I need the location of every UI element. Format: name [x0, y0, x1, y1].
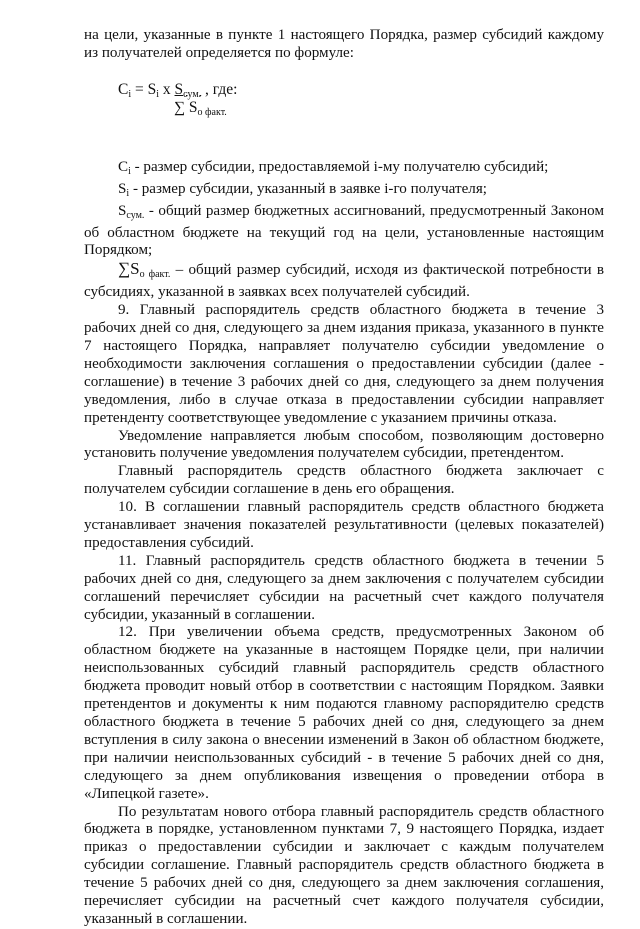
formula-fact-sub: о факт.: [197, 106, 227, 118]
formula-times: x: [159, 80, 175, 98]
paragraph-agreement: Главный распорядитель средств областного бюджета заключает с получателем субсидии соглашение в день его обращения.: [84, 463, 604, 498]
formula-ssum: $S_{сум.}$: [174, 80, 202, 100]
intro-paragraph: на цели, указанные в пункте 1 настоящего Порядка, размер субсидий каждому из получателей определяется по формуле:: [84, 27, 604, 61]
paragraph-11: 11. Главный распорядитель средств областного бюджета в течении 5 рабочих дней со дня, следующего за днем заключения с получателем субсидии соглашений перечисляет субсидии на расчетный счет каждого получателя субсидии, указанный в соглашении.: [84, 552, 604, 623]
paragraph-10: 10. В соглашении главный распорядитель средств областного бюджета устанавливает значения показателей результативности (целевых показателей) предоставления субсидий.: [84, 499, 604, 551]
paragraph-9: 9. Главный распорядитель средств областного бюджета в течение 3 рабочих дней со дня, следующего за днем издания приказа, указанного в пункте 7 настоящего Порядка, направляет получателю субсидии уведомление о необходимости заключения соглашения о предоставлении субсидии (далее - соглашение) в течение 3 рабочих дней со дня, следующего за днем получения уведомления, либо в случае отказа в предоставлении субсидии направляет претенденту соответствующее уведомление с указанием причины отказа.: [84, 302, 604, 426]
def-si: $S_i$ - размер субсидии, указанный в заявке i-го получателя;: [118, 180, 487, 199]
def-ci: $C_i$ - размер субсидии, предоставляемой i-му получателю субсидий;: [118, 158, 549, 177]
formula-c: C: [118, 80, 129, 98]
formula-si-sub: i: [156, 88, 160, 100]
paragraph-notification: Уведомление направляется любым способом, позволяющим достоверно установить получение уведомления получателем субсидии, претендентом.: [84, 427, 604, 462]
paragraph-12: 12. При увеличении объема средств, предусмотренных Законом об областном бюджете на указанные в настоящем Порядке цели, при наличии неиспользованных субсидий главный распорядитель средств областного бюджета проводит новый отбор в соответствии с настоящим Порядком. Заявки претендентов и документы к ним подаются главному распорядителю средств областного бюджета в течение 5 рабочих дней со дня, следующего за днем вступления в силу закона о внесении изменений в Закон об областном бюджете, при наличии неиспользованных субсидий - в течение 5 рабочих дней со дня, следующего за днем опубликования извещения о проведении отбора в «Липецкой газете».: [84, 624, 604, 802]
formula-c-sub: i: [128, 88, 132, 100]
formula-where: , где:: [201, 80, 238, 98]
paragraph-new-selection: По результатам нового отбора главный распорядитель средств областного бюджета в порядке, установленном пунктами 7, 9 настоящего Порядка, издает приказ о предоставлении субсидии и заключает с каждым получателем субсидии соглашение. Главный распорядитель средств областного бюджета в течение 5 рабочих дней со дня, следующего за днем заключения соглашения, перечисляет субсидии на расчетный счет каждого получателя субсидии, указанный в соглашении.: [84, 803, 604, 927]
formula-eq-s: = S: [131, 80, 157, 98]
def-sfact: $\sum S_{о факт.}$ – общий размер субсидий, исходя из фактической потребности в субсидиях, указанной в заявках всех получателей субсидий.: [84, 259, 605, 301]
formula-sigma: ∑ S: [174, 98, 198, 116]
def-ssum: $S_{сум.}$ - общий размер бюджетных ассигнований, предусмотренный Законом об областном бюджете на текущий год на цели, установленные настоящим Порядком;: [84, 202, 604, 259]
formula-line-bottom: [174, 99, 227, 122]
subsidy-formula: [84, 65, 604, 129]
